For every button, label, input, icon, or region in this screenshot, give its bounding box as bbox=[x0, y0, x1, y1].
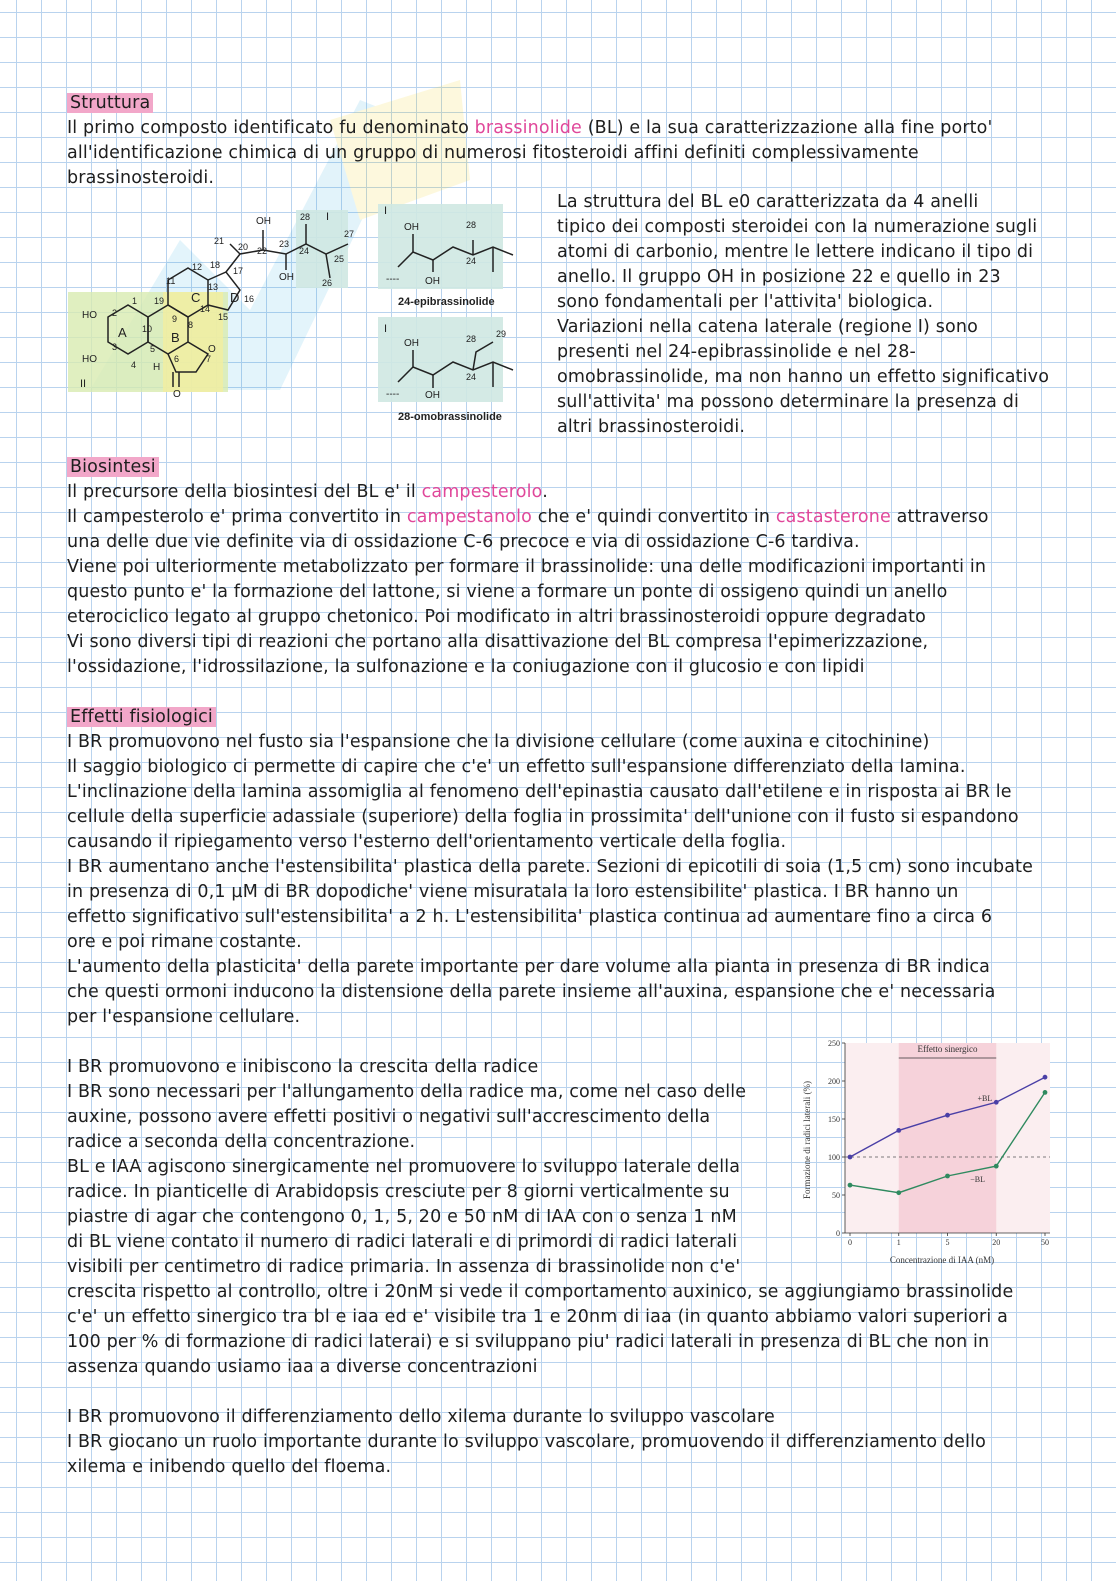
text-line bbox=[67, 141, 919, 166]
y-tick-label: 200 bbox=[828, 1077, 840, 1086]
text-line: presenti nel 24-epibrassinolide e nel 28- bbox=[557, 342, 916, 362]
omo-region-label: I bbox=[384, 323, 388, 335]
atom-ho-3: HO bbox=[82, 354, 97, 365]
text-segment: Il precursore della biosintesi del BL e' il bbox=[67, 482, 422, 502]
epi-num-28: 28 bbox=[466, 220, 477, 230]
region-label-i: I bbox=[326, 211, 330, 223]
compound-label-28-omobrassinolide: 28-omobrassinolide bbox=[398, 411, 502, 423]
text-line: sono fondamentali per l'attivita' biologica. bbox=[557, 292, 934, 312]
atom-num-2: 2 bbox=[112, 308, 118, 318]
atom-num-18: 18 bbox=[210, 260, 221, 270]
text-segment: Il campesterolo e' prima convertito in bbox=[67, 507, 407, 527]
data-point-series-1 bbox=[945, 1174, 950, 1179]
data-point-series-1 bbox=[896, 1190, 901, 1195]
text-line: che questi ormoni inducono la distensione della parete insieme all'auxina, espansione che e' necessaria bbox=[67, 982, 996, 1002]
region-label-ii: II bbox=[80, 378, 87, 390]
highlighted-term: campesterolo bbox=[421, 482, 543, 502]
text-line: L'inclinazione della lamina assomiglia al fenomeno dell'epinastia causato dall'etilene e in risposta ai BR le bbox=[67, 782, 1012, 802]
data-point-series-1 bbox=[848, 1183, 853, 1188]
x-tick-label: 5 bbox=[945, 1238, 950, 1247]
epi-oh-1: OH bbox=[404, 222, 419, 233]
text-line: I BR promuovono il differenziamento dello xilema durante lo sviluppo vascolare bbox=[67, 1407, 775, 1427]
atom-num-13: 13 bbox=[208, 282, 219, 292]
text-line: radice a seconda della concentrazione. bbox=[67, 1132, 416, 1152]
text-line: tipico dei composti steroidei con la numerazione sugli bbox=[557, 217, 1038, 237]
text-line: radice. In pianticelle di Arabidopsis cresciute per 8 giorni verticalmente su bbox=[67, 1182, 730, 1202]
text-line: per l'espansione cellulare. bbox=[67, 1007, 301, 1027]
epi-oh-2: OH bbox=[425, 276, 440, 287]
epi-dashes: ---- bbox=[386, 274, 400, 285]
text-line: La struttura del BL e0 caratterizzata da 4 anelli bbox=[557, 192, 979, 212]
atom-num-21: 21 bbox=[214, 236, 225, 246]
text-line: I BR promuovono e inibiscono la crescita della radice bbox=[67, 1057, 539, 1077]
atom-num-20: 20 bbox=[238, 242, 249, 252]
text-line bbox=[67, 580, 948, 605]
text-segment: (BL) e la sua caratterizzazione alla fine porto' bbox=[581, 118, 993, 138]
text-line: atomi di carbonio, mentre le lettere indicano il tipo di bbox=[557, 242, 1034, 262]
atom-o: O bbox=[208, 344, 216, 355]
synergy-annotation: Effetto sinergico bbox=[917, 1044, 978, 1054]
text-line: Il saggio biologico ci permette di capire che c'e' un effetto sull'espansione differenziato della lamina. bbox=[67, 757, 966, 777]
omo-num-28: 28 bbox=[466, 334, 477, 344]
text-line bbox=[67, 505, 989, 530]
text-line: omobrassinolide, ma non hanno un effetto significativo bbox=[557, 367, 1050, 387]
text-line: I BR aumentano anche l'estensibilita' plastica della parete. Sezioni di epicotili di soia (1,5 cm) sono incubate bbox=[67, 857, 1034, 877]
x-tick-label: 50 bbox=[1041, 1238, 1049, 1247]
text-segment: Viene poi ulteriormente metabolizzato per formare il brassinolide: una delle modificazioni importanti in bbox=[67, 557, 987, 577]
text-segment: attraverso bbox=[890, 507, 989, 527]
y-tick-label: 50 bbox=[832, 1191, 840, 1200]
text-line: xilema e inibendo quello del floema. bbox=[67, 1457, 392, 1477]
atom-num-11: 11 bbox=[166, 276, 176, 286]
compound-label-24-epibrassinolide: 24-epibrassinolide bbox=[398, 296, 495, 308]
text-line: assenza quando usiamo iaa a diverse concentrazioni bbox=[67, 1357, 538, 1377]
text-segment: Vi sono diversi tipi di reazioni che portano alla disattivazione del BL compresa l'epimerizzazione, bbox=[67, 632, 929, 652]
data-point-series-1 bbox=[994, 1164, 999, 1169]
y-tick-label: 0 bbox=[836, 1229, 840, 1238]
y-tick-label: 100 bbox=[828, 1153, 840, 1162]
section-heading-biosintesi: Biosintesi bbox=[67, 455, 159, 480]
atom-num-12: 12 bbox=[192, 262, 203, 272]
section-heading-effetti: Effetti fisiologici bbox=[67, 705, 216, 730]
series-label: −BL bbox=[970, 1175, 985, 1185]
text-line: cellule della superficie adassiale (superiore) della foglia in prossimita' dell'unione con il fusto si espandono bbox=[67, 807, 1019, 827]
y-axis-label: Formazione di radici laterali (%) bbox=[802, 1081, 812, 1199]
text-segment: all'identificazione chimica di un gruppo di numerosi fitosteroidi affini definiti complessivamente bbox=[67, 143, 919, 163]
ring-label-c: C bbox=[191, 290, 201, 305]
ring-label-a: A bbox=[118, 325, 127, 340]
atom-o-keto: O bbox=[173, 389, 181, 400]
epi-region-label: I bbox=[384, 205, 388, 217]
text-line: I BR sono necessari per l'allungamento della radice ma, come nel caso delle bbox=[67, 1082, 747, 1102]
omo-dashes: ---- bbox=[386, 389, 400, 400]
text-segment: eterociclico legato al gruppo chetonico. Poi modificato in altri brassinosteroidi oppure degradato bbox=[67, 607, 927, 627]
text-line: ore e poi rimane costante. bbox=[67, 932, 302, 952]
x-axis-label: Concentrazione di IAA (nM) bbox=[889, 1255, 995, 1265]
atom-num-9: 9 bbox=[172, 314, 178, 324]
atom-num-24: 24 bbox=[299, 246, 310, 256]
text-segment: che e' quindi convertito in bbox=[532, 507, 776, 527]
x-tick-label: 1 bbox=[896, 1238, 901, 1247]
data-point-series-0 bbox=[994, 1100, 999, 1105]
atom-num-6: 6 bbox=[174, 354, 180, 364]
text-line bbox=[67, 480, 548, 505]
text-line: c'e' un effetto sinergico tra bl e iaa ed e' visibile tra 1 e 20nm di iaa (in quanto abbiamo valori superiori a bbox=[67, 1307, 1008, 1327]
lateral-root-chart bbox=[800, 1035, 1062, 1270]
text-line: L'aumento della plasticita' della parete importante per dare volume alla pianta in presenza di BR indica bbox=[67, 957, 990, 977]
atom-num-3: 3 bbox=[112, 342, 118, 352]
x-tick-label: 0 bbox=[848, 1238, 852, 1247]
atom-num-14: 14 bbox=[200, 304, 211, 314]
text-line bbox=[67, 655, 865, 680]
text-line bbox=[67, 605, 926, 630]
highlighted-term: campestanolo bbox=[406, 507, 532, 527]
text-line bbox=[67, 116, 993, 141]
text-line: crescita rispetto al controllo, oltre i 20nM si vede il comportamento auxinico, se aggiungiamo brassinolide bbox=[67, 1282, 1014, 1302]
data-point-series-0 bbox=[848, 1155, 853, 1160]
atom-num-17: 17 bbox=[233, 266, 244, 276]
text-line: auxine, possono avere effetti positivi o negativi sull'accrescimento della bbox=[67, 1107, 711, 1127]
data-point-series-1 bbox=[1043, 1090, 1048, 1095]
text-line: altri brassinosteroidi. bbox=[557, 417, 746, 437]
ring-label-d: D bbox=[230, 290, 240, 305]
epi-num-24: 24 bbox=[466, 256, 477, 266]
atom-num-16: 16 bbox=[244, 294, 255, 304]
atom-num-19: 19 bbox=[154, 296, 165, 306]
text-line: I BR promuovono nel fusto sia l'espansione che la divisione cellulare (come auxina e citochinine) bbox=[67, 732, 930, 752]
atom-oh-22: OH bbox=[256, 216, 271, 227]
brassinolide-structure-figure bbox=[68, 192, 548, 437]
atom-num-7: 7 bbox=[206, 354, 212, 364]
text-line: 100 per % di formazione di radici laterai) e si sviluppano piu' radici laterali in presenza di BL che non in bbox=[67, 1332, 990, 1352]
atom-num-25: 25 bbox=[334, 254, 345, 264]
atom-num-26: 26 bbox=[322, 278, 333, 288]
text-line: sull'attivita' ma possono determinare la presenza di bbox=[557, 392, 1019, 412]
text-line: anello. Il gruppo OH in posizione 22 e quello in 23 bbox=[557, 267, 1001, 287]
series-label: +BL bbox=[977, 1094, 993, 1104]
text-line: Variazioni nella catena laterale (regione I) sono bbox=[557, 317, 978, 337]
text-line: visibili per centimetro di radice primaria. In assenza di brassinolide non c'e' bbox=[67, 1257, 741, 1277]
section-heading-struttura: Struttura bbox=[67, 91, 153, 116]
ring-label-b: B bbox=[171, 330, 180, 345]
text-line bbox=[67, 530, 860, 555]
atom-ho-2: HO bbox=[82, 310, 97, 321]
text-segment: questo punto e' la formazione del lattone, si viene a formare un ponte di ossigeno quindi un anello bbox=[67, 582, 948, 602]
text-line: piastre di agar che contengono 0, 1, 5, 20 e 50 nM di IAA con o senza 1 nM bbox=[67, 1207, 737, 1227]
text-segment: Il primo composto identificato fu denominato bbox=[67, 118, 475, 138]
atom-num-10: 10 bbox=[142, 324, 153, 334]
atom-num-23: 23 bbox=[279, 239, 290, 249]
text-line: in presenza di 0,1 µM di BR dopodiche' viene misuratala la loro estensibilite' plastica. I BR hanno un bbox=[67, 882, 959, 902]
omo-oh-2: OH bbox=[425, 390, 440, 401]
atom-num-27: 27 bbox=[344, 229, 355, 239]
text-line bbox=[67, 166, 214, 191]
atom-num-8: 8 bbox=[188, 320, 194, 330]
omo-num-24: 24 bbox=[466, 372, 477, 382]
omo-oh-1: OH bbox=[404, 338, 419, 349]
atom-num-5: 5 bbox=[150, 344, 156, 354]
atom-num-22: 22 bbox=[257, 246, 268, 256]
text-segment: brassinosteroidi. bbox=[67, 168, 215, 188]
text-line: BL e IAA agiscono sinergicamente nel promuovere lo sviluppo laterale della bbox=[67, 1157, 741, 1177]
text-line: effetto significativo sull'estensibilita' a 2 h. L'estensibilita' plastica continua ad aumentare fino a circa 6 bbox=[67, 907, 993, 927]
text-segment: . bbox=[542, 482, 548, 502]
atom-num-28: 28 bbox=[300, 212, 311, 222]
data-point-series-0 bbox=[896, 1128, 901, 1133]
y-tick-label: 150 bbox=[828, 1115, 840, 1124]
text-line: causando il ripiegamento verso l'esterno dell'orientamento verticale della foglia. bbox=[67, 832, 787, 852]
data-point-series-0 bbox=[1043, 1075, 1048, 1080]
text-line: di BL viene contato il numero di radici laterali e di primordi di radici laterali bbox=[67, 1232, 738, 1252]
y-tick-label: 250 bbox=[828, 1039, 840, 1048]
text-segment: una delle due vie definite via di ossidazione C-6 precoce e via di ossidazione C-6 tardiva. bbox=[67, 532, 860, 552]
atom-h: H bbox=[153, 362, 161, 373]
atom-num-15: 15 bbox=[218, 312, 229, 322]
text-line bbox=[67, 555, 986, 580]
atom-num-1: 1 bbox=[132, 296, 138, 306]
atom-oh-23: OH bbox=[279, 272, 294, 283]
omo-num-29: 29 bbox=[496, 329, 507, 339]
x-tick-label: 20 bbox=[992, 1238, 1001, 1247]
highlighted-term: castasterone bbox=[775, 507, 891, 527]
data-point-series-0 bbox=[945, 1113, 950, 1118]
text-segment: l'ossidazione, l'idrossilazione, la sulfonazione e la coniugazione con il glucosio e con lipidi bbox=[67, 657, 865, 677]
text-line: I BR giocano un ruolo importante durante lo sviluppo vascolare, promuovendo il differenziamento dello bbox=[67, 1432, 986, 1452]
highlighted-term: brassinolide bbox=[474, 118, 582, 138]
atom-num-4: 4 bbox=[131, 360, 137, 370]
text-line bbox=[67, 630, 928, 655]
synergy-shaded-region bbox=[899, 1043, 997, 1233]
